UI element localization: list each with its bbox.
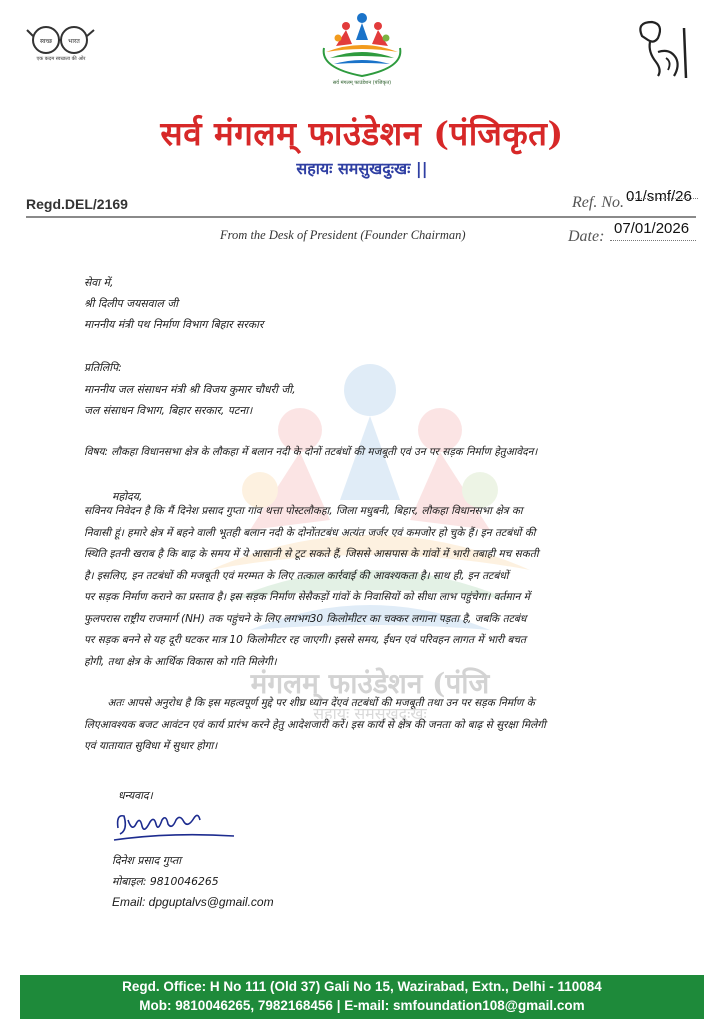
- swachh-left-text: स्वच्छ: [39, 38, 53, 45]
- footer-contact: Mob: 9810046265, 7982168456 | E-mail: smfoundation108@gmail.com: [139, 998, 585, 1013]
- organization-name: सर्व मंगलम् फाउंडेशन (पंजिकृत): [160, 114, 564, 153]
- organization-motto: सहायः समसुखदुःखः ||: [296, 159, 428, 178]
- paragraph-1-line: स्थिति इतनी खराब है कि बाढ़ के समय में ये आसानी से टूट सकते हैं, जिससे आसपास के गांवों में भारी तबाही मच सकती: [84, 548, 539, 560]
- foundation-emblem-icon: [316, 10, 408, 80]
- logo-caption: सर्व मंगलम् फाउंडेशन (पंजिकृत): [332, 80, 392, 86]
- gandhi-sketch: [628, 18, 698, 80]
- paragraph-1: [84, 501, 696, 673]
- date-dotted-line: [610, 240, 696, 241]
- footer-address: Regd. Office: H No 111 (Old 37) Gali No 15, Wazirabad, Extn., Delhi - 110084: [122, 979, 602, 994]
- date-value: 07/01/2026: [614, 220, 690, 237]
- ref-label: Ref. No.: [572, 194, 624, 211]
- signatory-email: Email: dpguptalvs@gmail.com: [112, 895, 274, 909]
- paragraph-1-line: होगी, तथा क्षेत्र के आर्थिक विकास को गति मिलेगी।: [84, 655, 277, 668]
- ref-value: 01/smf/26: [626, 188, 692, 205]
- paragraph-1-line: पर सड़क निर्माण कराने का प्रस्ताव है। इस सड़क निर्माण सेसैकड़ों गांवों के निवासियों को सीधा लाभ पहुंचेगा। वर्तमान में: [84, 591, 530, 603]
- recipient-title: माननीय मंत्री पथ निर्माण विभाग बिहार सरकार: [84, 318, 264, 331]
- foundation-logo: [316, 10, 408, 106]
- copy-label: प्रतिलिपि:: [84, 361, 122, 374]
- registration-number: Regd.DEL/2169: [26, 196, 128, 212]
- greeting: महोदय,: [112, 490, 143, 503]
- signatory-mobile: मोबाइल: 9810046265: [112, 875, 219, 888]
- swachh-right-text: भारत: [68, 38, 80, 45]
- handwritten-signature: [110, 806, 240, 846]
- recipient-name: श्री दिलीप जयसवाल जी: [84, 297, 179, 310]
- gandhi-silhouette-icon: [628, 18, 698, 80]
- watermark-subtitle: सहायः समसुखदुःखः: [313, 704, 427, 723]
- paragraph-1-line: है। इसलिए, इन तटबंधों की मजबूती एवं मरम्मत के लिए तत्काल कार्रवाई की आवश्यकता है। साथ ही, इन तटबंधों: [84, 569, 509, 582]
- copy-line-2: जल संसाधन विभाग, बिहार सरकार, पटना।: [84, 404, 253, 417]
- desk-line: From the Desk of President (Founder Chairman): [220, 228, 466, 242]
- thanks: धन्यवाद।: [118, 789, 153, 802]
- paragraph-2-line: अतः आपसे अनुरोध है कि इस महत्वपूर्ण मुद्दे पर शीघ्र ध्यान देंएवं तटबंधों की मजबूती तथा उन पर सड़क निर्माण के: [84, 697, 535, 709]
- swachh-bharat-logo: [26, 22, 96, 70]
- ref-dotted-line: [628, 198, 698, 199]
- paragraph-2-line: लिएआवश्यक बजट आवंटन एवं कार्य प्रारंभ करने हेतु आदेशजारी करें। इस कार्य से क्षेत्र की जनता को बाढ़ से सुरक्षा मिलेगी: [84, 718, 546, 731]
- footer-band: [20, 975, 704, 1019]
- paragraph-1-line: पर सड़क बनने से यह दूरी घटकर मात्र 10 किलोमीटर रह जाएगी। इससे समय, ईंधन एवं परिवहन लागत में भारी बचत: [84, 634, 527, 646]
- paragraph-2: [84, 693, 696, 758]
- paragraph-1-line: फुलपरास राष्ट्रीय राजमार्ग (NH) तक पहुंचने के लिए लगभग30 किलोमीटर का चक्कर लगाना पड़ता है, जबकि तटबंध: [84, 612, 527, 625]
- subject-line: विषय: लौकहा विधानसभा क्षेत्र के लौकहा में बलान नदी के दोनों तटबंधों की मजबूती एवं उन पर सड़क निर्माण हेतुआवेदन।: [84, 446, 538, 458]
- date-label: Date:: [568, 228, 605, 245]
- paragraph-2-line: एवं यातायात सुविधा में सुधार होगा।: [84, 740, 218, 752]
- watermark-title: मंगलम् फाउंडेशन (पंजि: [250, 667, 490, 700]
- swachh-caption: एक कदम स्वच्छता की ओर: [36, 56, 86, 62]
- copy-line-1: माननीय जल संसाधन मंत्री श्री विजय कुमार चौधरी जी,: [84, 383, 296, 396]
- paragraph-1-line: निवासी हूं। हमारे क्षेत्र में बहने वाली भूतही बलान नदी के दोनोंतटबंध अत्यंत जर्जर एवं कमजोर हो चुके हैं। इन तटबंधों की: [84, 526, 536, 539]
- spectacles-icon: [26, 22, 96, 56]
- salutation-to: सेवा में,: [84, 276, 114, 289]
- signatory-name: दिनेश प्रसाद गुप्ता: [112, 854, 182, 867]
- header-divider: [26, 216, 696, 218]
- paragraph-1-line: सविनय निवेदन है कि मैं दिनेश प्रसाद गुप्ता गांव थत्ता पोस्टलौकहा, जिला मधुबनी, बिहार, लौकहा विधानसभा क्षेत्र का: [84, 505, 523, 517]
